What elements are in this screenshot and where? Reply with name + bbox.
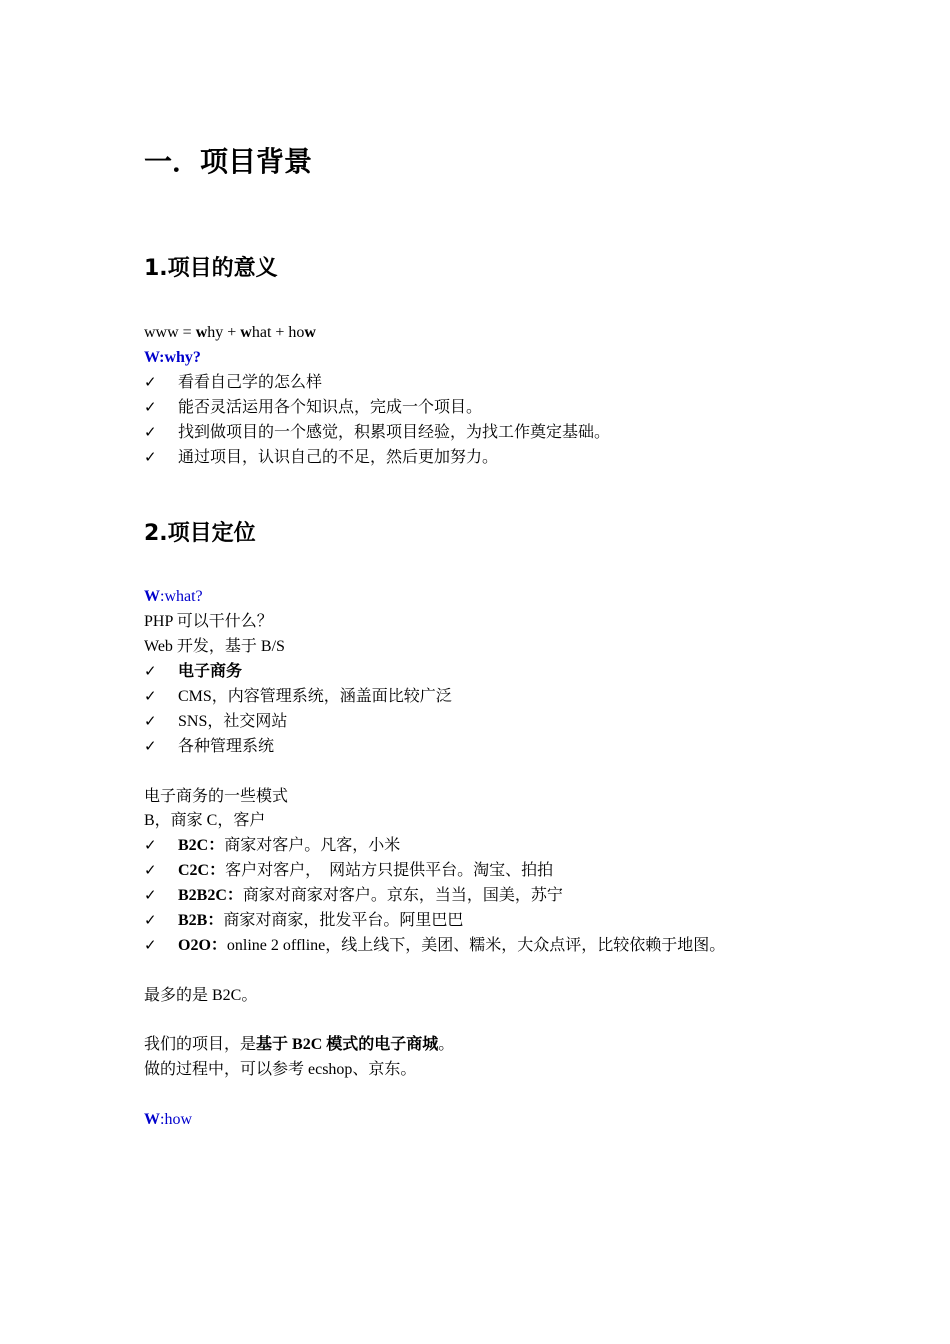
how-label: W:how <box>144 1111 192 1128</box>
list-item: ✓ B2C：商家对客户。凡客，小米 <box>144 833 400 858</box>
list-item: ✓ 找到做项目的一个感觉，积累项目经验，为找工作奠定基础。 <box>144 420 610 445</box>
checkmark-icon: ✓ <box>144 886 157 904</box>
www-line <box>144 320 316 345</box>
what-label: W:what? <box>144 588 203 605</box>
www-text-1: www = <box>144 324 196 341</box>
www-text-3: hat + ho <box>251 324 305 341</box>
list-item: ✓ SNS，社交网站 <box>144 709 287 734</box>
list-item: ✓ 各种管理系统 <box>144 734 274 759</box>
php-line: PHP 可以干什么？ <box>144 613 273 630</box>
list-item: ✓ B2B2C：商家对商家对客户。京东，当当，国美，苏宁 <box>144 883 563 908</box>
list-item: ✓ C2C：客户对客户， 网站方只提供平台。淘宝、拍拍 <box>144 858 553 883</box>
checkmark-icon: ✓ <box>144 373 157 391</box>
checkmark-icon: ✓ <box>144 936 157 954</box>
list-item: ✓ 能否灵活运用各个知识点，完成一个项目。 <box>144 395 482 420</box>
modes-title: 电子商务的一些模式 <box>144 788 289 805</box>
checkmark-icon: ✓ <box>144 398 157 416</box>
checkmark-icon: ✓ <box>144 687 157 705</box>
heading-project-positioning: 2.项目定位 <box>144 521 256 546</box>
list-item: ✓ 看看自己学的怎么样 <box>144 370 322 395</box>
checkmark-icon: ✓ <box>144 712 157 730</box>
list-item: ✓ CMS，内容管理系统，涵盖面比较广泛 <box>144 684 452 709</box>
checkmark-icon: ✓ <box>144 423 157 441</box>
reference-line: 做的过程中，可以参考 ecshop、京东。 <box>144 1061 417 1078</box>
checkmark-icon: ✓ <box>144 911 157 929</box>
most-line: 最多的是 B2C。 <box>144 987 258 1004</box>
checkmark-icon: ✓ <box>144 448 157 466</box>
checkmark-icon: ✓ <box>144 737 157 755</box>
list-item: ✓ O2O：online 2 offline，线上线下，美团、糯米，大众点评，比较依赖于地图。 <box>144 933 725 958</box>
project-line: 我们的项目，是基于 B2C 模式的电子商城。 <box>144 1036 455 1053</box>
www-bold-w-2: w <box>240 324 252 341</box>
heading-project-background: 一．项目背景 <box>144 145 313 178</box>
heading-project-meaning: 1.项目的意义 <box>144 256 278 281</box>
list-item: ✓ 电子商务 <box>144 659 242 684</box>
checkmark-icon: ✓ <box>144 662 157 680</box>
bc-line: B，商家 C，客户 <box>144 812 266 829</box>
list-item: ✓ B2B：商家对商家，批发平台。阿里巴巴 <box>144 908 463 933</box>
www-bold-w-3: w <box>304 324 316 341</box>
www-text-2: hy + <box>207 324 241 341</box>
why-label: W:why? <box>144 349 201 366</box>
web-line: Web 开发，基于 B/S <box>144 638 285 655</box>
list-item: ✓ 通过项目，认识自己的不足，然后更加努力。 <box>144 445 498 470</box>
www-bold-w-1: w <box>195 324 208 341</box>
checkmark-icon: ✓ <box>144 861 157 879</box>
checkmark-icon: ✓ <box>144 836 157 854</box>
